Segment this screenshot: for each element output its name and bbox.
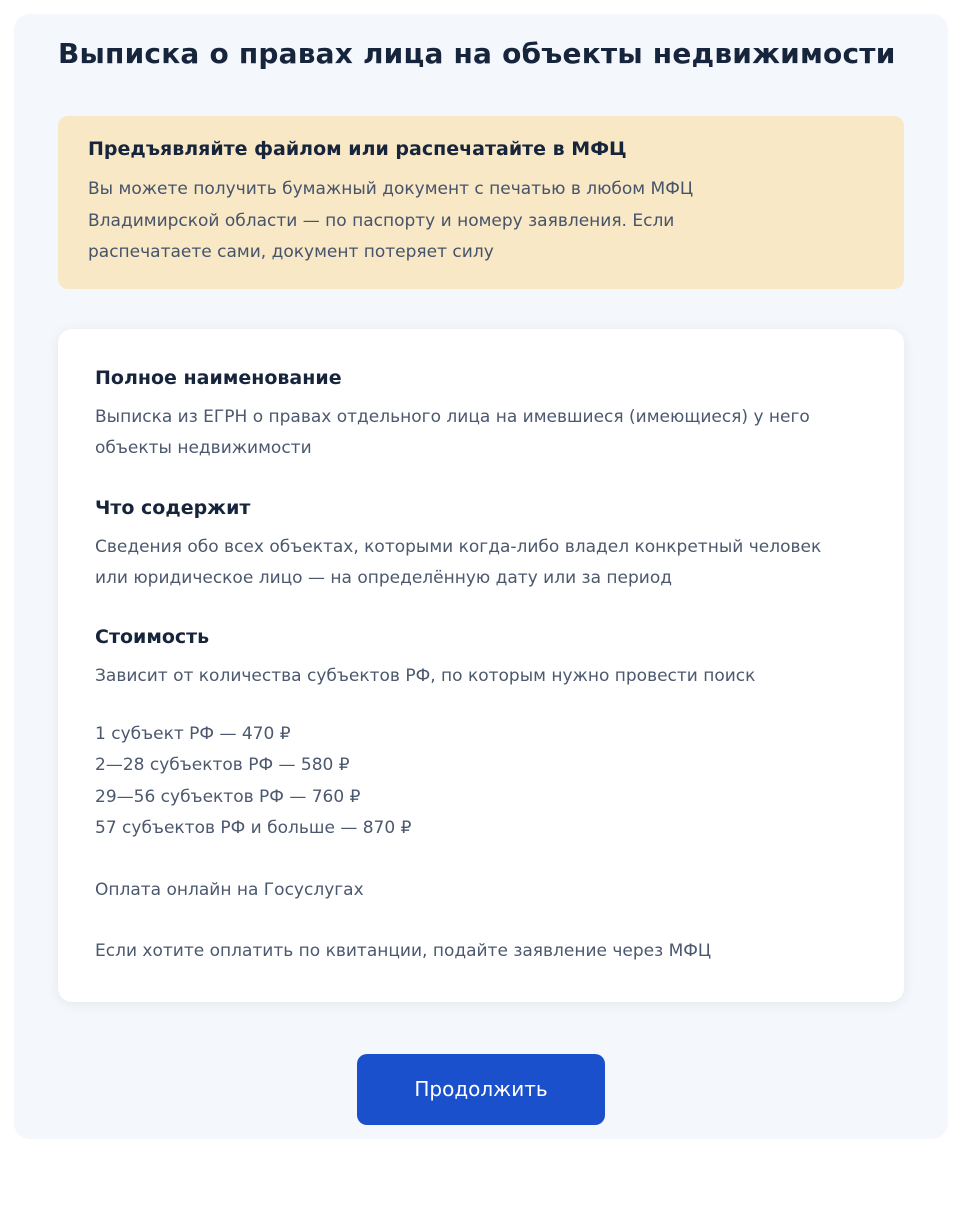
price-line: 1 субъект РФ — 470 ₽ bbox=[95, 723, 291, 744]
notice-title: Предъявляйте файлом или распечатайте в МФЦ bbox=[88, 138, 627, 161]
price-list bbox=[95, 719, 867, 845]
payment-note: Оплата онлайн на Госуслугах bbox=[95, 879, 364, 900]
section-contents bbox=[95, 497, 867, 595]
actions-bar bbox=[58, 1054, 904, 1125]
section-cost-body: Зависит от количества субъектов РФ, по которым нужно провести поиск bbox=[95, 666, 756, 687]
price-line: 57 субъектов РФ и больше — 870 ₽ bbox=[95, 818, 412, 839]
service-info-panel bbox=[14, 14, 948, 1139]
price-line: 2—28 субъектов РФ — 580 ₽ bbox=[95, 755, 350, 776]
price-line: 29—56 субъектов РФ — 760 ₽ bbox=[95, 786, 361, 807]
receipt-note: Если хотите оплатить по квитанции, подайте заявление через МФЦ bbox=[95, 941, 712, 962]
section-full-name bbox=[95, 367, 867, 465]
continue-button[interactable]: Продолжить bbox=[357, 1054, 605, 1125]
page-title: Выписка о правах лица на объекты недвижимости bbox=[58, 37, 896, 70]
info-card bbox=[58, 329, 904, 1002]
section-cost-heading: Стоимость bbox=[95, 626, 210, 649]
section-contents-body: Сведения обо всех объектах, которыми когда-либо владел конкретный человек или юридическое лицо — на определённую дату или за период bbox=[95, 536, 822, 589]
notice-body: Вы можете получить бумажный документ с печатью в любом МФЦ Владимирской области — по паспорту и номеру заявления. Если распечатаете сами, документ потеряет силу bbox=[88, 179, 694, 263]
notice-banner bbox=[58, 116, 904, 288]
section-contents-heading: Что содержит bbox=[95, 496, 251, 519]
section-full-name-body: Выписка из ЕГРН о правах отдельного лица на имевшиеся (имеющиеся) у него объекты недвижимости bbox=[95, 406, 810, 459]
section-full-name-heading: Полное наименование bbox=[95, 366, 342, 389]
section-cost bbox=[95, 626, 867, 692]
